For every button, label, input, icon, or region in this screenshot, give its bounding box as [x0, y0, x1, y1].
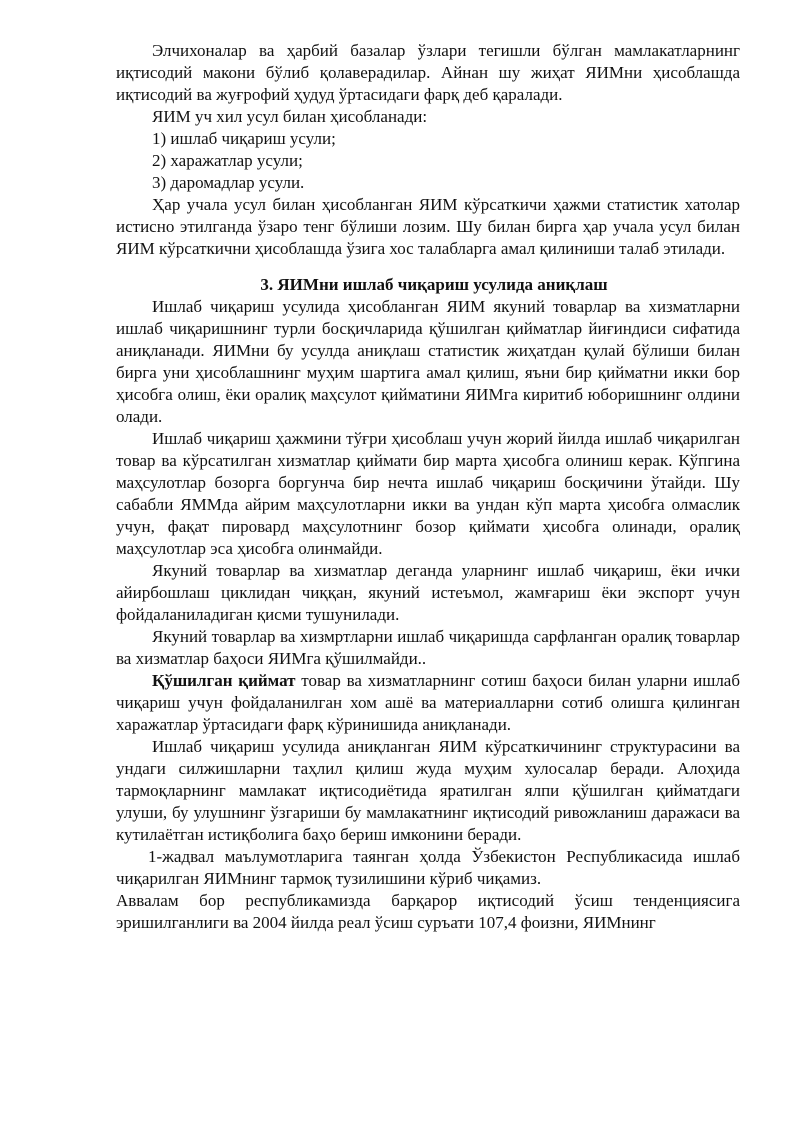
list-item: 2) харажатлар усули; [152, 151, 303, 170]
list-item: 1) ишлаб чиқариш усули; [152, 129, 336, 148]
paragraph [116, 670, 740, 736]
paragraph: Ишлаб чиқариш усулида аниқланган ЯИМ кўрсаткичининг структурасини ва ундаги силжишларни таҳлил қилиш жуда муҳим хулосалар беради. Алоҳида тармоқларнинг мамлакат иқтисодиётида яратилган ялпи қўшилган қийматдаги улуши, бу улушнинг ўзгариши бу мамлакатнинг иқтисодий ривожланиш даражаси ва кутилаётган истиқболига баҳо бериш имконини беради. [116, 737, 740, 844]
paragraph: Элчихоналар ва ҳарбий базалар ўзлари тегишли бўлган мамлакатларнинг иқтисодий макони бўлиб қолаверадилар. Айнан шу жиҳат ЯИМни ҳисоблашда иқтисодий ва жуғрофий ҳудуд ўртасидаги фарқ деб қаралади. [116, 41, 740, 104]
paragraph: Ҳар учала усул билан ҳисобланган ЯИМ кўрсаткичи ҳажми статистик хатолар истисно этилганда ўзаро тенг бўлиши лозим. Шу билан бирга ҳар учала усул билан ЯИМ кўрсаткични ҳисоблашда ўзига хос талабларга амал қилиниши талаб этилади. [116, 195, 740, 258]
section-heading: 3. ЯИМни ишлаб чиқариш усулида аниқлаш [260, 275, 608, 294]
paragraph: ЯИМ уч хил усул билан ҳисобланади: [152, 107, 428, 126]
paragraph: 1-жадвал маълумотларига таянган ҳолда Ўзбекистон Республикасида ишлаб чиқарилган ЯИМнинг тармоқ тузилишини кўриб чиқамиз. [116, 847, 740, 888]
paragraph: Аввалам бор республикамизда барқарор иқтисодий ўсиш тенденциясига эришилганлиги ва 2004 йилда реал ўсиш суръати 107,4 фоизни, ЯИМнинг [116, 891, 740, 932]
list-item: 3) даромадлар усули. [152, 173, 305, 192]
paragraph: Ишлаб чиқариш усулида ҳисобланган ЯИМ якуний товарлар ва хизматларни ишлаб чиқаришнинг турли босқичларида қўшилган қийматлар йиғиндиси сифатида аниқланади. ЯИМни бу усулда аниқлаш статистик жиҳатдан қулай бўлиши билан бирга уни ҳисоблашнинг муҳим шартига амал қилиш, яъни бир қийматни икки бор ҳисобга олиш, ёки оралиқ маҳсулот қийматини ЯИМга киритиб юборишнинг олдини олади. [116, 297, 740, 426]
method-list [116, 128, 740, 194]
paragraph: Якуний товарлар ва хизмртларни ишлаб чиқаришда сарфланган оралиқ товарлар ва хизматлар баҳоси ЯИМга қўшилмайди.. [116, 627, 740, 668]
paragraph-text: товар ва хизматларнинг сотиш баҳоси билан уларни ишлаб чиқариш учун фойдаланилган хом ашё ва материалларни сотиб олишга қилинган харажатлар ўртасидаги фарқ кўринишида аниқланади. [116, 671, 740, 734]
paragraph: Ишлаб чиқариш ҳажмини тўғри ҳисоблаш учун жорий йилда ишлаб чиқарилган товар ва кўрсатилган хизматлар қиймати бир марта ҳисобга олиниш керак. Кўпгина маҳсулотлар бозорга боргунча бир нечта ишлаб чиқариш босқичини ўтайди. Шу сабабли ЯММда айрим маҳсулотларни икки ва ундан кўп марта ҳисобга олмаслик учун, фақат пировард маҳсулотнинг бозор қиймати ҳисобга олинади, оралиқ маҳсулотлар эса ҳисобга олинмайди. [116, 429, 740, 558]
paragraph: Якуний товарлар ва хизматлар деганда уларнинг ишлаб чиқариш, ёки ички айирбошлаш циклидан чиққан, якуний истеъмол, жамғариш ёки экспорт учун фойдаланиладиган қисми тушунилади. [116, 561, 740, 624]
bold-term: Қўшилган қиймат [152, 671, 296, 690]
